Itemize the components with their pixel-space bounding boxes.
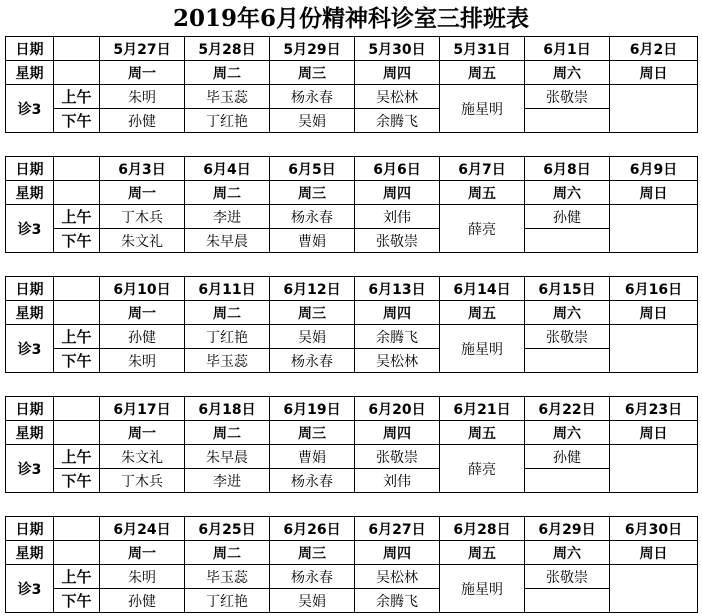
pm-shift-cell[interactable]: 曹娟 <box>270 229 355 253</box>
pm-shift-cell[interactable]: 朱文礼 <box>100 229 185 253</box>
weekday-label[interactable]: 星期 <box>6 181 54 205</box>
pm-shift-cell[interactable]: 丁木兵 <box>100 469 185 493</box>
sunday-shift-cell[interactable] <box>610 325 698 373</box>
date-cell[interactable]: 6月11日 <box>185 277 270 301</box>
date-cell[interactable]: 6月7日 <box>440 157 525 181</box>
am-shift-cell[interactable]: 朱明 <box>100 565 185 589</box>
saturday-pm-empty-cell[interactable] <box>525 349 610 373</box>
sunday-shift-cell[interactable] <box>610 445 698 493</box>
blank-cell[interactable] <box>54 37 100 61</box>
weekday-label[interactable]: 星期 <box>6 541 54 565</box>
weekday-cell[interactable]: 周二 <box>185 421 270 445</box>
saturday-shift-cell[interactable]: 孙健 <box>525 445 610 469</box>
weekday-row <box>6 61 698 85</box>
weekday-label[interactable]: 星期 <box>6 421 54 445</box>
date-cell[interactable]: 6月23日 <box>610 397 698 421</box>
weekday-label[interactable]: 星期 <box>6 301 54 325</box>
date-row <box>6 157 698 181</box>
am-shift-cell[interactable]: 朱明 <box>100 85 185 109</box>
pm-label[interactable]: 下午 <box>54 589 100 613</box>
weekday-cell[interactable]: 周日 <box>610 541 698 565</box>
weekday-cell[interactable]: 周四 <box>355 541 440 565</box>
weekday-cell[interactable]: 周二 <box>185 541 270 565</box>
weekday-cell[interactable]: 周四 <box>355 181 440 205</box>
pm-label[interactable]: 下午 <box>54 349 100 373</box>
friday-shift-cell[interactable]: 薛亮 <box>440 205 525 253</box>
date-cell[interactable]: 6月26日 <box>270 517 355 541</box>
weekday-label[interactable]: 星期 <box>6 61 54 85</box>
pm-shift-cell[interactable]: 张敬崇 <box>355 229 440 253</box>
am-shift-cell[interactable]: 吴娟 <box>270 325 355 349</box>
pm-row <box>6 469 698 493</box>
date-label[interactable]: 日期 <box>6 517 54 541</box>
weekday-row <box>6 181 698 205</box>
am-label[interactable]: 上午 <box>54 325 100 349</box>
am-shift-cell[interactable]: 杨永春 <box>270 565 355 589</box>
pm-shift-cell[interactable]: 杨永春 <box>270 469 355 493</box>
saturday-pm-empty-cell[interactable] <box>525 589 610 613</box>
pm-shift-cell[interactable]: 余腾飞 <box>355 109 440 133</box>
am-row <box>6 205 698 229</box>
weekday-cell[interactable]: 周三 <box>270 301 355 325</box>
friday-shift-cell[interactable]: 施星明 <box>440 325 525 373</box>
date-row <box>6 397 698 421</box>
date-cell[interactable]: 6月30日 <box>610 517 698 541</box>
saturday-pm-empty-cell[interactable] <box>525 109 610 133</box>
date-label[interactable]: 日期 <box>6 397 54 421</box>
pm-shift-cell[interactable]: 杨永春 <box>270 349 355 373</box>
date-cell[interactable]: 6月18日 <box>185 397 270 421</box>
date-cell[interactable]: 6月5日 <box>270 157 355 181</box>
weekday-cell[interactable]: 周六 <box>525 61 610 85</box>
blank-cell[interactable] <box>54 397 100 421</box>
date-cell[interactable]: 6月12日 <box>270 277 355 301</box>
date-cell[interactable]: 6月1日 <box>525 37 610 61</box>
weekday-cell[interactable]: 周五 <box>440 301 525 325</box>
weekday-cell[interactable]: 周日 <box>610 301 698 325</box>
blank-cell[interactable] <box>54 541 100 565</box>
am-shift-cell[interactable]: 余腾飞 <box>355 325 440 349</box>
am-shift-cell[interactable]: 丁木兵 <box>100 205 185 229</box>
weekday-cell[interactable]: 周三 <box>270 181 355 205</box>
weekday-cell[interactable]: 周五 <box>440 541 525 565</box>
blank-cell[interactable] <box>54 517 100 541</box>
pm-shift-cell[interactable]: 毕玉蕊 <box>185 349 270 373</box>
weekday-cell[interactable]: 周六 <box>525 181 610 205</box>
weekday-cell[interactable]: 周六 <box>525 301 610 325</box>
weekday-cell[interactable]: 周日 <box>610 421 698 445</box>
am-shift-cell[interactable]: 吴松林 <box>355 85 440 109</box>
am-row <box>6 325 698 349</box>
weekday-cell[interactable]: 周三 <box>270 61 355 85</box>
pm-row <box>6 109 698 133</box>
weekday-cell[interactable]: 周日 <box>610 61 698 85</box>
weekday-cell[interactable]: 周日 <box>610 181 698 205</box>
date-cell[interactable]: 6月13日 <box>355 277 440 301</box>
pm-shift-cell[interactable]: 孙健 <box>100 109 185 133</box>
saturday-shift-cell[interactable]: 孙健 <box>525 205 610 229</box>
date-cell[interactable]: 6月22日 <box>525 397 610 421</box>
weekday-cell[interactable]: 周四 <box>355 301 440 325</box>
weekday-cell[interactable]: 周二 <box>185 181 270 205</box>
date-cell[interactable]: 5月30日 <box>355 37 440 61</box>
am-shift-cell[interactable]: 朱早晨 <box>185 445 270 469</box>
date-cell[interactable]: 6月10日 <box>100 277 185 301</box>
weekday-cell[interactable]: 周二 <box>185 61 270 85</box>
sunday-shift-cell[interactable] <box>610 85 698 133</box>
am-row <box>6 445 698 469</box>
am-shift-cell[interactable]: 杨永春 <box>270 205 355 229</box>
pm-shift-cell[interactable]: 吴松林 <box>355 349 440 373</box>
am-shift-cell[interactable]: 朱文礼 <box>100 445 185 469</box>
pm-row <box>6 349 698 373</box>
sunday-shift-cell[interactable] <box>610 565 698 613</box>
am-shift-cell[interactable]: 毕玉蕊 <box>185 85 270 109</box>
blank-cell[interactable] <box>54 61 100 85</box>
am-shift-cell[interactable]: 吴松林 <box>355 565 440 589</box>
date-cell[interactable]: 6月24日 <box>100 517 185 541</box>
friday-shift-cell[interactable]: 施星明 <box>440 565 525 613</box>
am-label[interactable]: 上午 <box>54 565 100 589</box>
weekday-cell[interactable]: 周三 <box>270 421 355 445</box>
week-block-3 <box>5 276 698 373</box>
weekday-row <box>6 541 698 565</box>
date-cell[interactable]: 6月9日 <box>610 157 698 181</box>
am-label[interactable]: 上午 <box>54 205 100 229</box>
date-cell[interactable]: 6月15日 <box>525 277 610 301</box>
weekday-cell[interactable]: 周一 <box>100 421 185 445</box>
saturday-shift-cell[interactable]: 张敬崇 <box>525 325 610 349</box>
date-cell[interactable]: 6月25日 <box>185 517 270 541</box>
date-cell[interactable]: 6月27日 <box>355 517 440 541</box>
date-cell[interactable]: 6月29日 <box>525 517 610 541</box>
weekday-cell[interactable]: 周一 <box>100 541 185 565</box>
pm-label[interactable]: 下午 <box>54 469 100 493</box>
am-shift-cell[interactable]: 毕玉蕊 <box>185 565 270 589</box>
blank-cell[interactable] <box>54 277 100 301</box>
weekday-cell[interactable]: 周五 <box>440 421 525 445</box>
am-shift-cell[interactable]: 张敬崇 <box>355 445 440 469</box>
date-row <box>6 277 698 301</box>
date-label[interactable]: 日期 <box>6 277 54 301</box>
date-cell[interactable]: 6月2日 <box>610 37 698 61</box>
weekday-cell[interactable]: 周四 <box>355 421 440 445</box>
clinic-label[interactable]: 诊3 <box>6 565 54 613</box>
weekday-cell[interactable]: 周一 <box>100 301 185 325</box>
week-block-5 <box>5 516 698 613</box>
am-shift-cell[interactable]: 杨永春 <box>270 85 355 109</box>
date-cell[interactable]: 5月28日 <box>185 37 270 61</box>
date-cell[interactable]: 6月14日 <box>440 277 525 301</box>
clinic-label[interactable]: 诊3 <box>6 325 54 373</box>
am-shift-cell[interactable]: 孙健 <box>100 325 185 349</box>
weekday-cell[interactable]: 周一 <box>100 61 185 85</box>
pm-shift-cell[interactable]: 吴娟 <box>270 109 355 133</box>
date-cell[interactable]: 5月31日 <box>440 37 525 61</box>
weekday-row <box>6 421 698 445</box>
pm-label[interactable]: 下午 <box>54 229 100 253</box>
pm-shift-cell[interactable]: 孙健 <box>100 589 185 613</box>
blank-cell[interactable] <box>54 157 100 181</box>
sunday-shift-cell[interactable] <box>610 205 698 253</box>
date-cell[interactable]: 5月27日 <box>100 37 185 61</box>
clinic-label[interactable]: 诊3 <box>6 445 54 493</box>
date-cell[interactable]: 6月3日 <box>100 157 185 181</box>
week-block-2 <box>5 156 698 253</box>
am-shift-cell[interactable]: 刘伟 <box>355 205 440 229</box>
am-shift-cell[interactable]: 李进 <box>185 205 270 229</box>
week-block-1 <box>5 36 698 133</box>
am-shift-cell[interactable]: 丁红艳 <box>185 325 270 349</box>
saturday-shift-cell[interactable]: 张敬崇 <box>525 565 610 589</box>
pm-row <box>6 229 698 253</box>
weekday-cell[interactable]: 周三 <box>270 541 355 565</box>
pm-shift-cell[interactable]: 李进 <box>185 469 270 493</box>
blank-cell[interactable] <box>54 301 100 325</box>
date-cell[interactable]: 6月21日 <box>440 397 525 421</box>
saturday-pm-empty-cell[interactable] <box>525 469 610 493</box>
blank-cell[interactable] <box>54 181 100 205</box>
week-block-4 <box>5 396 698 493</box>
friday-shift-cell[interactable]: 施星明 <box>440 85 525 133</box>
saturday-pm-empty-cell[interactable] <box>525 229 610 253</box>
pm-label[interactable]: 下午 <box>54 109 100 133</box>
date-cell[interactable]: 6月8日 <box>525 157 610 181</box>
weekday-cell[interactable]: 周五 <box>440 181 525 205</box>
date-cell[interactable]: 6月19日 <box>270 397 355 421</box>
date-row <box>6 517 698 541</box>
am-label[interactable]: 上午 <box>54 85 100 109</box>
pm-row <box>6 589 698 613</box>
date-cell[interactable]: 6月6日 <box>355 157 440 181</box>
pm-shift-cell[interactable]: 丁红艳 <box>185 589 270 613</box>
pm-shift-cell[interactable]: 丁红艳 <box>185 109 270 133</box>
am-row <box>6 565 698 589</box>
blank-cell[interactable] <box>54 421 100 445</box>
date-row <box>6 37 698 61</box>
date-cell[interactable]: 6月4日 <box>185 157 270 181</box>
page-title: 2019年6月份精神科诊室三排班表 <box>172 5 530 32</box>
clinic-label[interactable]: 诊3 <box>6 205 54 253</box>
pm-shift-cell[interactable]: 朱早晨 <box>185 229 270 253</box>
date-cell[interactable]: 6月17日 <box>100 397 185 421</box>
saturday-shift-cell[interactable]: 张敬崇 <box>525 85 610 109</box>
am-label[interactable]: 上午 <box>54 445 100 469</box>
weekday-cell[interactable]: 周一 <box>100 181 185 205</box>
weekday-cell[interactable]: 周六 <box>525 541 610 565</box>
date-cell[interactable]: 6月16日 <box>610 277 698 301</box>
weekday-cell[interactable]: 周二 <box>185 301 270 325</box>
pm-shift-cell[interactable]: 余腾飞 <box>355 589 440 613</box>
weekday-cell[interactable]: 周五 <box>440 61 525 85</box>
date-cell[interactable]: 5月29日 <box>270 37 355 61</box>
pm-shift-cell[interactable]: 朱明 <box>100 349 185 373</box>
date-label[interactable]: 日期 <box>6 157 54 181</box>
am-row <box>6 85 698 109</box>
weekday-cell[interactable]: 周四 <box>355 61 440 85</box>
date-cell[interactable]: 6月28日 <box>440 517 525 541</box>
clinic-label[interactable]: 诊3 <box>6 85 54 133</box>
friday-shift-cell[interactable]: 薛亮 <box>440 445 525 493</box>
am-shift-cell[interactable]: 曹娟 <box>270 445 355 469</box>
pm-shift-cell[interactable]: 刘伟 <box>355 469 440 493</box>
date-cell[interactable]: 6月20日 <box>355 397 440 421</box>
date-label[interactable]: 日期 <box>6 37 54 61</box>
weekday-cell[interactable]: 周六 <box>525 421 610 445</box>
pm-shift-cell[interactable]: 吴娟 <box>270 589 355 613</box>
weekday-row <box>6 301 698 325</box>
